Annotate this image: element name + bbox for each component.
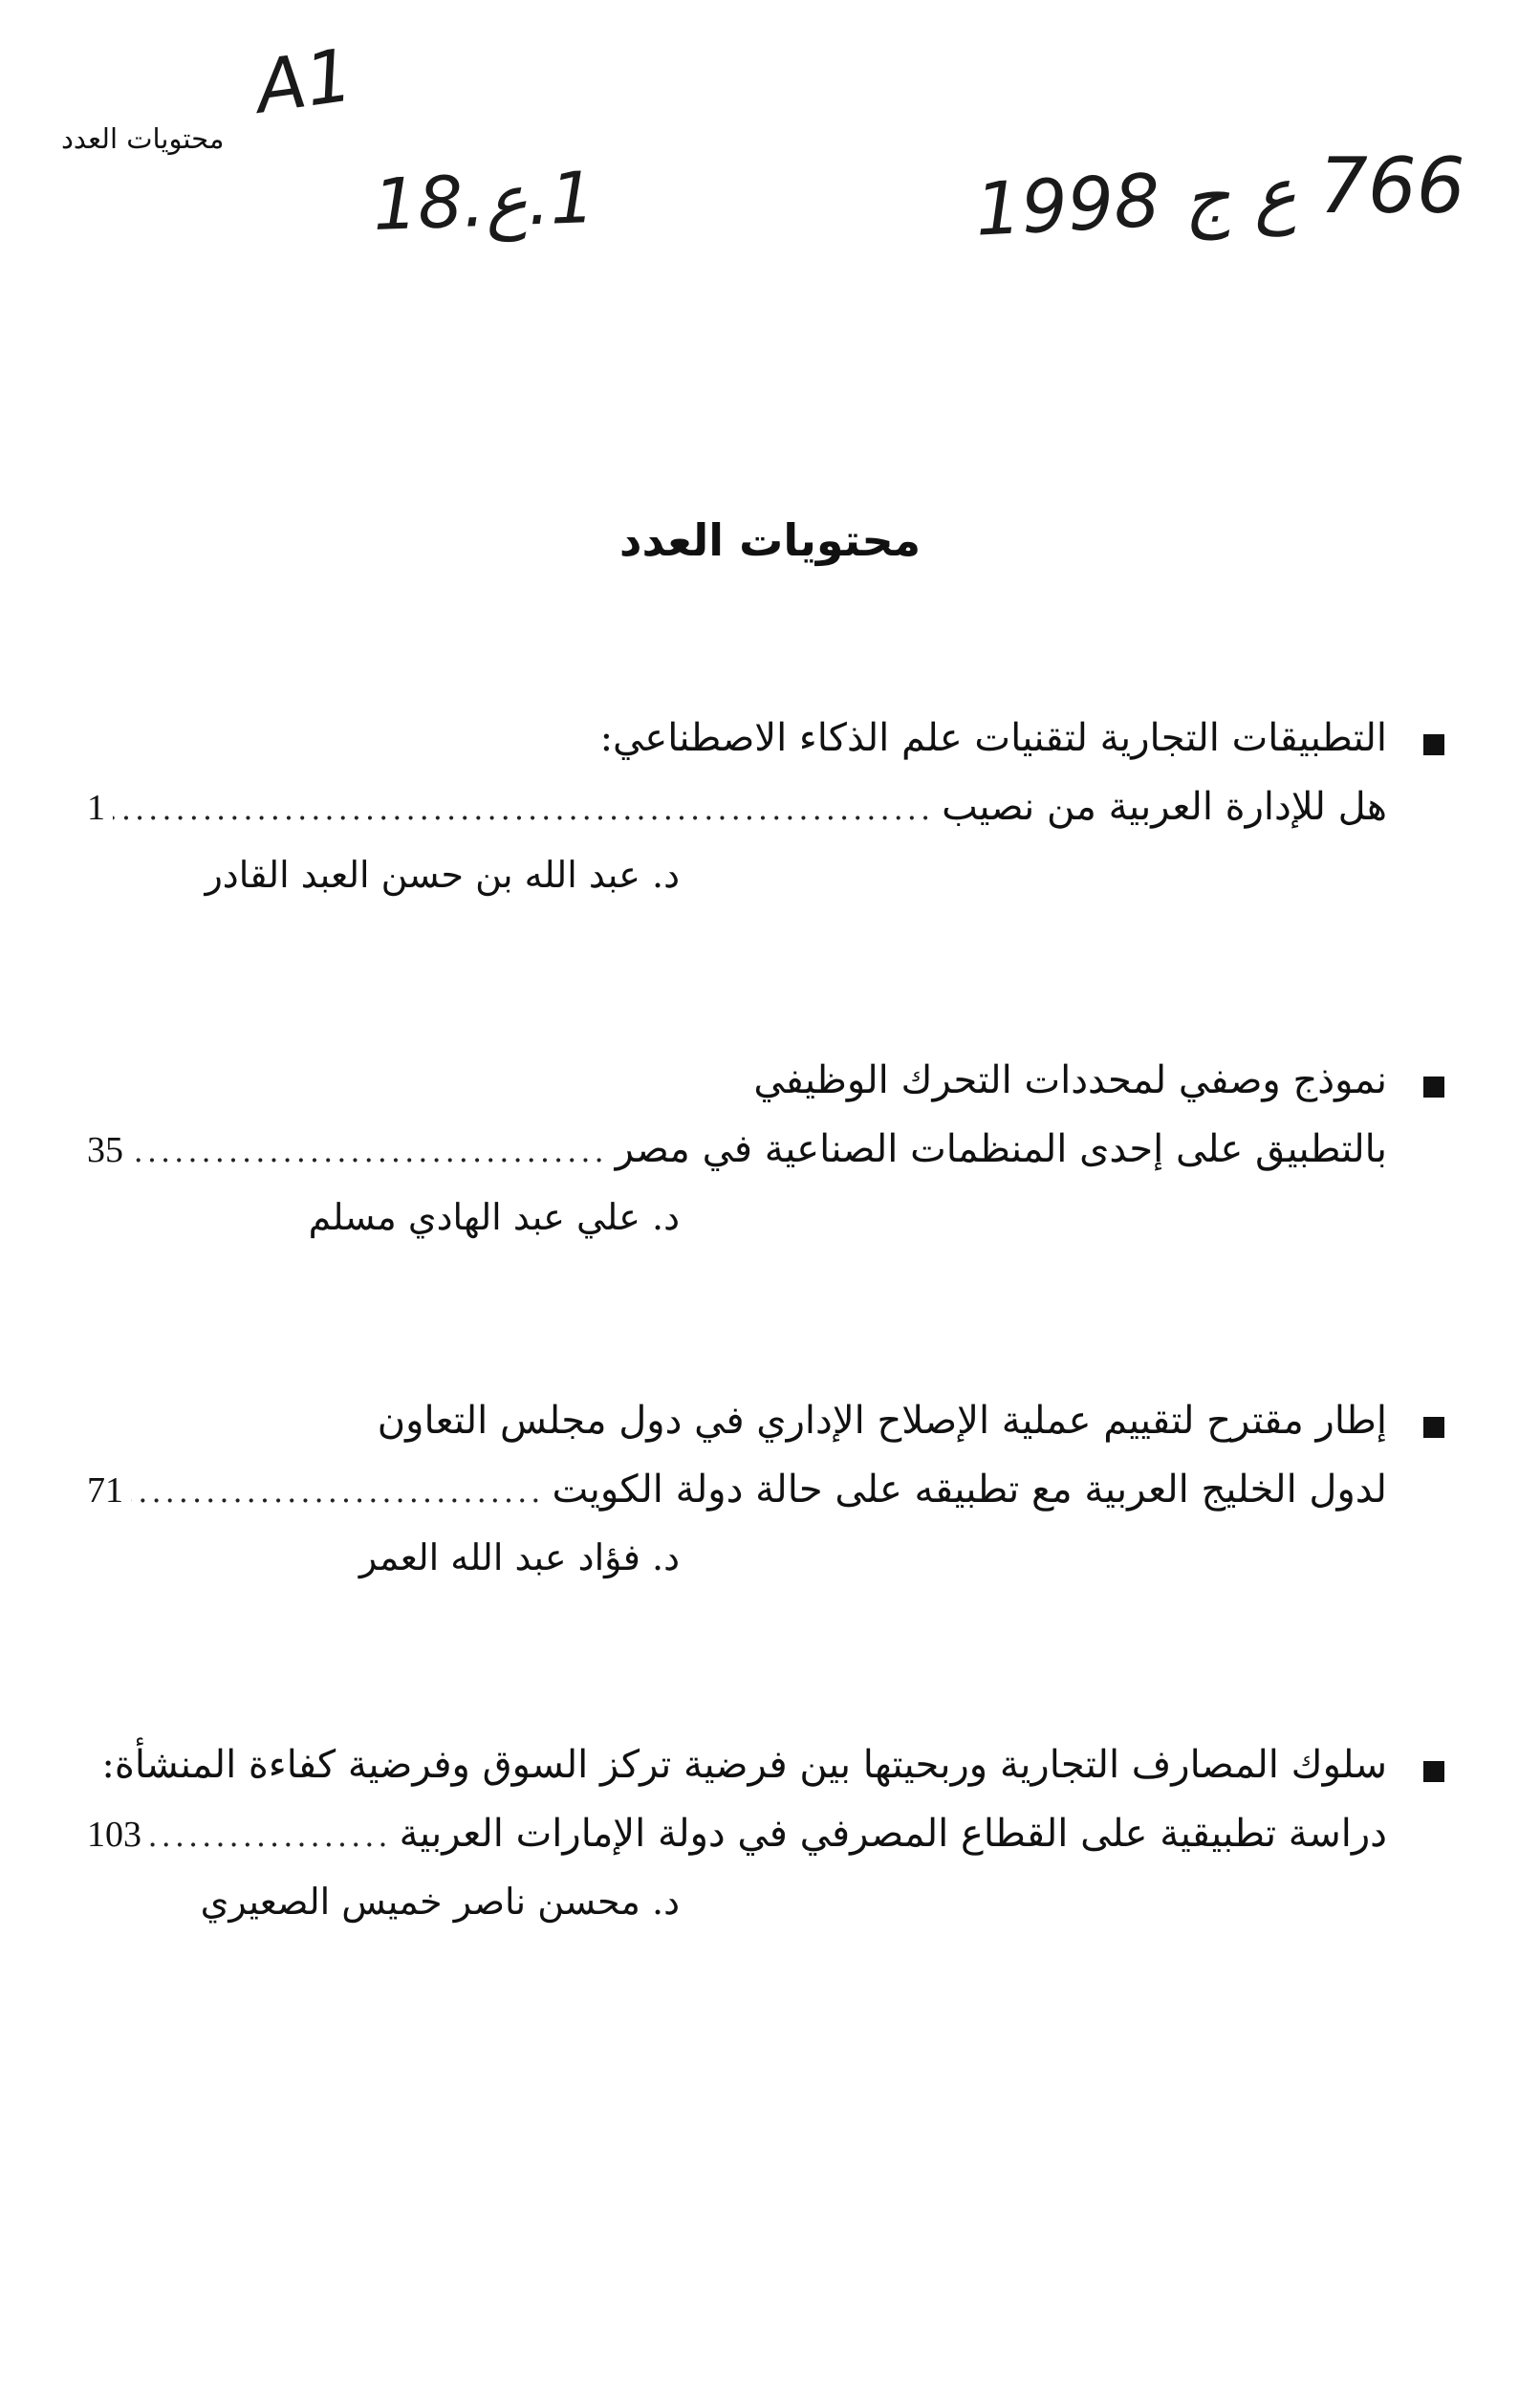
page-number: 35 bbox=[87, 1130, 123, 1170]
entry-title-line2-text: دراسة تطبيقية على القطاع المصرفي في دولة الإمارات العربية bbox=[399, 1812, 1387, 1856]
entry-title-line1: نموذج وصفي لمحددات التحرك الوظيفي bbox=[753, 1058, 1387, 1102]
entry-title-line1: إطار مقترح لتقييم عملية الإصلاح الإداري في دول مجلس التعاون bbox=[377, 1399, 1387, 1443]
bullet-icon bbox=[1423, 1077, 1444, 1098]
leader-dots bbox=[131, 1476, 544, 1507]
handwritten-date: 1.ع.18 bbox=[371, 156, 596, 248]
entry-title-line2-text: بالتطبيق على إحدى المنظمات الصناعية في مصر bbox=[615, 1127, 1387, 1171]
handwritten-label: A1 bbox=[250, 32, 358, 130]
page-title: محتويات العدد bbox=[618, 514, 922, 566]
handwritten-code: 766 bbox=[1319, 141, 1465, 230]
leader-dots bbox=[149, 1820, 392, 1851]
bullet-icon bbox=[1423, 1417, 1444, 1438]
entry-title-line2 bbox=[87, 1812, 1387, 1856]
entry-title-line2 bbox=[87, 1127, 1387, 1171]
entry-author: د. عبد الله بن حسن العبد القادر bbox=[205, 854, 680, 896]
page-number: 103 bbox=[87, 1815, 141, 1855]
leader-dots bbox=[131, 1136, 608, 1166]
entry-author: د. علي عبد الهادي مسلم bbox=[308, 1196, 680, 1238]
entry-title-line1: سلوك المصارف التجارية وربحيتها بين فرضية تركز السوق وفرضية كفاءة المنشأة: bbox=[101, 1743, 1387, 1787]
entry-author: د. محسن ناصر خميس الصعيري bbox=[200, 1881, 680, 1923]
entry-title-line2-text: هل للإدارة العربية من نصيب bbox=[942, 785, 1387, 829]
running-header: محتويات العدد bbox=[61, 122, 225, 155]
entry-title-line2-text: لدول الخليج العربية مع تطبيقه على حالة دولة الكويت bbox=[552, 1468, 1387, 1512]
toc-entry-3[interactable] bbox=[87, 1399, 1444, 1593]
page-number: 71 bbox=[87, 1470, 123, 1511]
entry-title-line2 bbox=[87, 785, 1387, 829]
handwritten-year: ع ج 1998 bbox=[972, 150, 1299, 252]
entry-title-line1: التطبيقات التجارية لتقنيات علم الذكاء الاصطناعي: bbox=[599, 716, 1387, 760]
page-number: 1 bbox=[87, 788, 105, 828]
toc-entry-1[interactable] bbox=[87, 716, 1444, 910]
leader-dots bbox=[113, 794, 934, 824]
entry-title-line2 bbox=[87, 1468, 1387, 1512]
toc-entry-2[interactable] bbox=[87, 1058, 1444, 1252]
toc-entry-4[interactable] bbox=[87, 1743, 1444, 1937]
bullet-icon bbox=[1423, 1761, 1444, 1782]
bullet-icon bbox=[1423, 734, 1444, 755]
entry-author: د. فؤاد عبد الله العمر bbox=[358, 1536, 680, 1578]
